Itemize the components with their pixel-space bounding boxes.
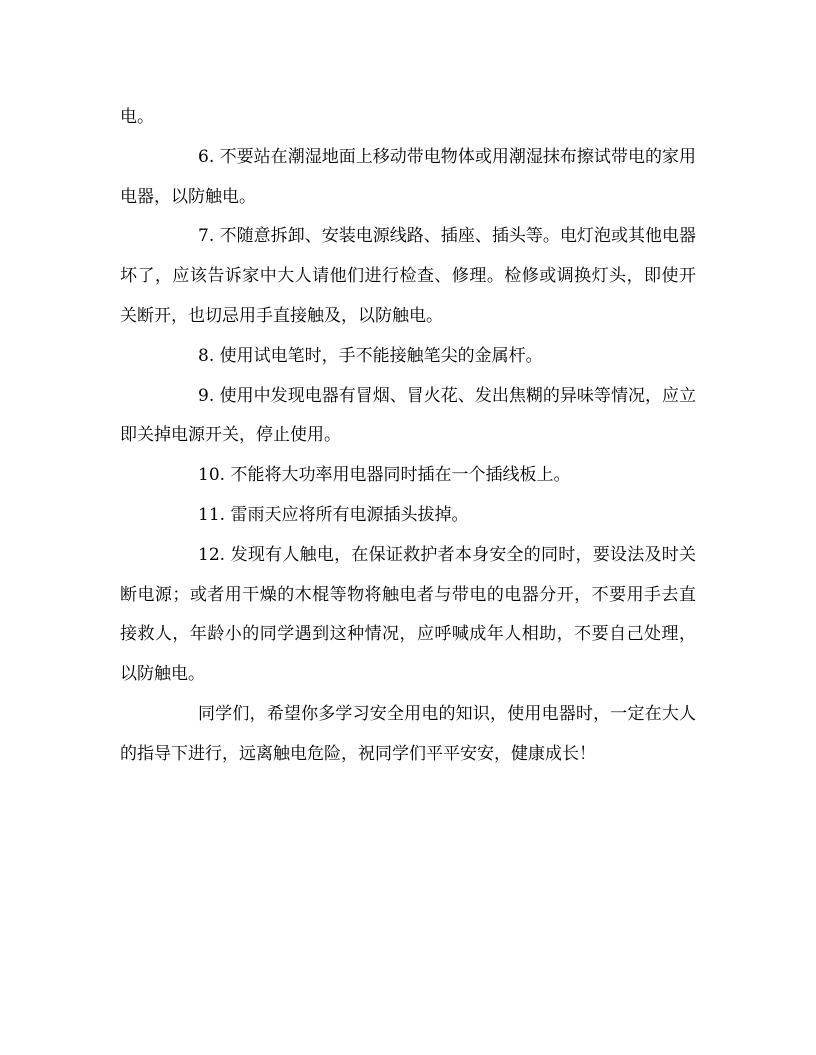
- paragraph-item-7: 7. 不随意拆卸、安装电源线路、插座、插头等。电灯泡或其他电器坏了，应该告诉家中大人请他们进行检查、修理。检修或调换灯头，即使开关断开，也切忌用手直接触及，以防触电。: [120, 226, 696, 326]
- paragraph-item-12: 12. 发现有人触电，在保证救护者本身安全的同时，要设法及时关断电源；或者用干燥的木棍等物将触电者与带电的电器分开，不要用手去直接救人，年龄小的同学遇到这种情况，应呼喊成年人相助，不要自己处理，以防触电。: [120, 544, 696, 685]
- paragraph-closing: 同学们，希望你多学习安全用电的知识，使用电器时，一定在大人的指导下进行，远离触电危险，祝同学们平平安安，健康成长！: [120, 703, 696, 764]
- paragraph-item-6: 6. 不要站在潮湿地面上移动带电物体或用潮湿抹布擦试带电的家用电器，以防触电。: [120, 146, 696, 207]
- paragraph-continuation: 电。: [120, 107, 154, 127]
- document-body: [120, 98, 696, 775]
- paragraph-item-9: 9. 使用中发现电器有冒烟、冒火花、发出焦糊的异味等情况，应立即关掉电源开关，停止使用。: [120, 385, 696, 446]
- paragraph-item-11: 11. 雷雨天应将所有电源插头拔掉。: [198, 504, 469, 525]
- paragraph-item-8: 8. 使用试电笔时，手不能接触笔尖的金属杆。: [198, 345, 543, 366]
- paragraph-item-10: 10. 不能将大功率用电器同时插在一个插线板上。: [198, 465, 571, 486]
